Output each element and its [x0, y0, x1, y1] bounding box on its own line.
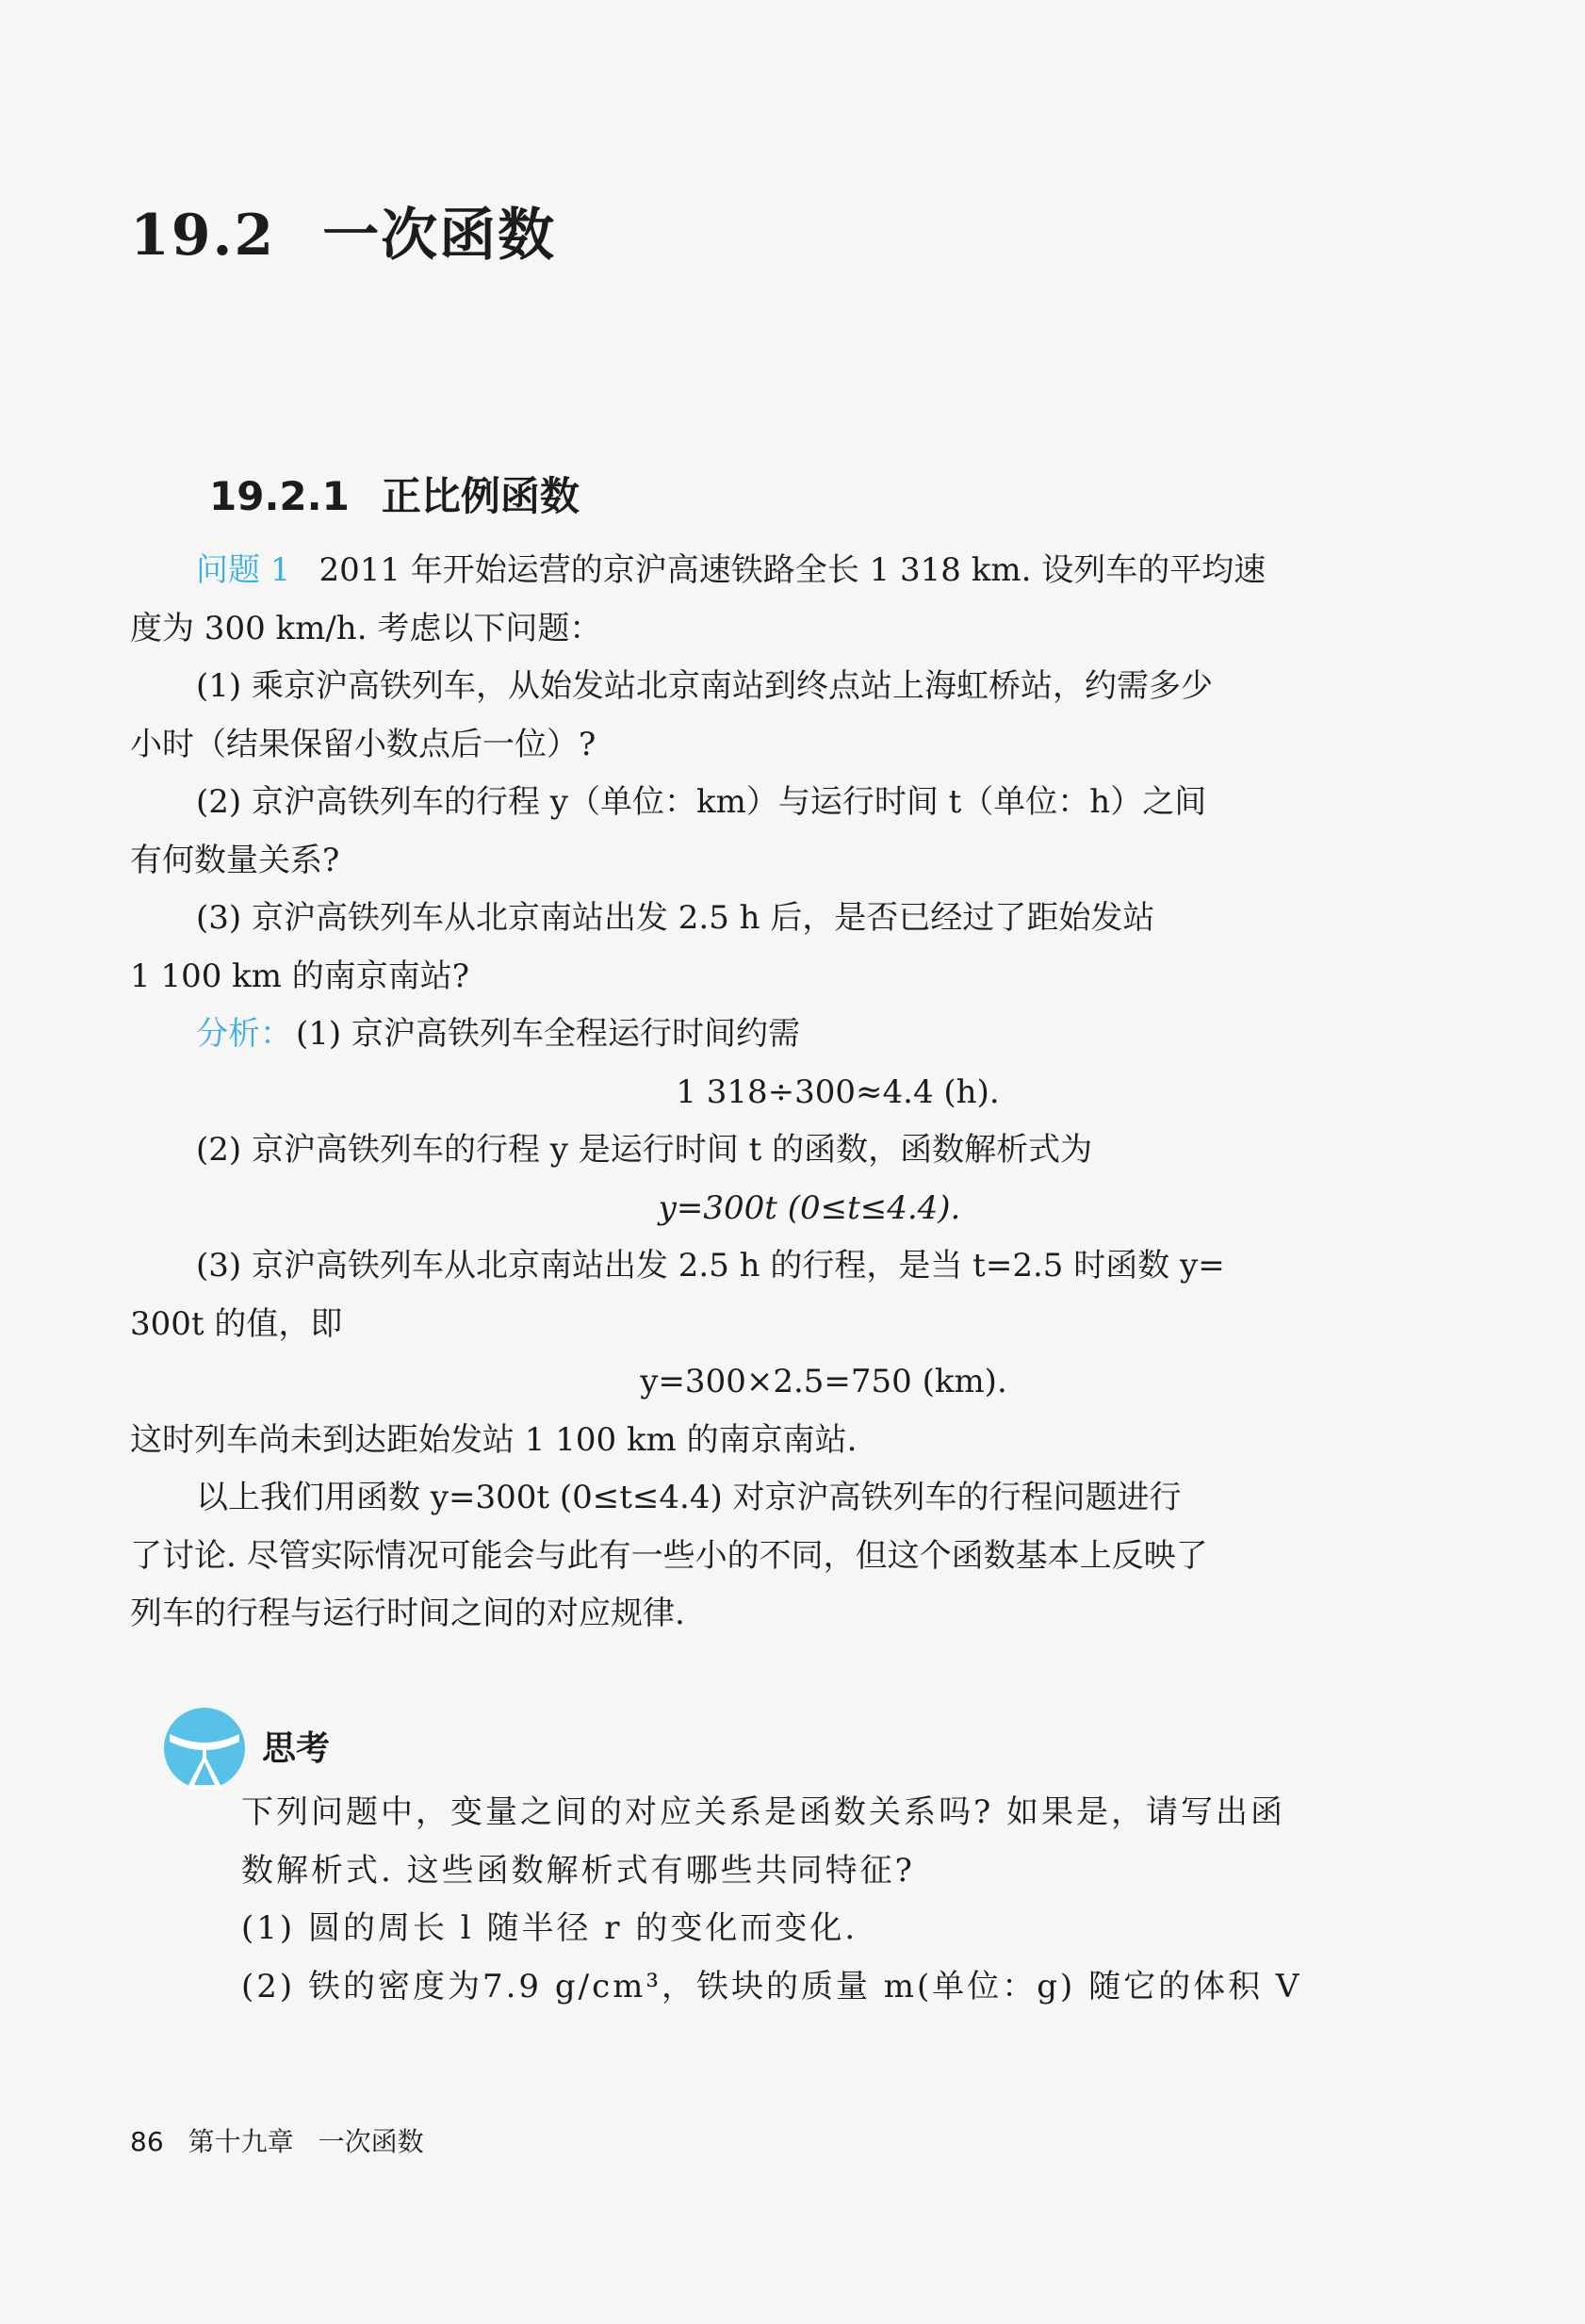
summary-line-1: 以上我们用函数 y=300t (0≤t≤4.4) 对京沪高铁列车的行程问题进行: [196, 1479, 1182, 1516]
section-number: 19.2: [130, 203, 276, 269]
conclusion-text: 这时列车尚未到达距始发站 1 100 km 的南京南站.: [130, 1420, 858, 1459]
problem-block: [130, 542, 1404, 1644]
analysis-line-2: (2) 京沪高铁列车的行程 y 是运行时间 t 的函数，函数解析式为: [196, 1131, 1093, 1169]
question-2-line-1: (2) 京沪高铁列车的行程 y（单位：km）与运行时间 t（单位：h）之间: [196, 783, 1207, 821]
problem-intro-line-1: 问题 1 2011 年开始运营的京沪高速铁路全长 1 318 km. 设列车的平均速: [196, 551, 1266, 589]
analysis-line-1: 分析： (1) 京沪高铁列车全程运行时间约需: [196, 1015, 800, 1053]
question-3-line-1: (3) 京沪高铁列车从北京南站出发 2.5 h 后，是否已经过了距始发站: [196, 899, 1155, 937]
think-icon: [162, 1706, 247, 1791]
section-title-text: 一次函数: [322, 203, 557, 269]
think-item-2: (2) 铁的密度为7.9 g/cm³，铁块的质量 m(单位：g) 随它的体积 V: [241, 1967, 1302, 2005]
formula-distance: y=300×2.5=750 (km).: [640, 1363, 1007, 1400]
chapter-title: 一次函数: [318, 2126, 424, 2157]
question-1-line-2: 小时（结果保留小数点后一位）?: [130, 725, 596, 763]
problem-label: 问题 1: [196, 551, 291, 589]
question-1-line-1: (1) 乘京沪高铁列车，从始发站北京南站到终点站上海虹桥站，约需多少: [196, 667, 1213, 705]
think-item-1: (1) 圆的周长 l 随半径 r 的变化而变化.: [241, 1909, 858, 1947]
subsection-number: 19.2.1: [209, 473, 350, 519]
think-intro-line-2: 数解析式. 这些函数解析式有哪些共同特征?: [241, 1851, 915, 1890]
analysis-label: 分析：: [196, 1015, 292, 1053]
summary-line-3: 列车的行程与运行时间之间的对应规律.: [130, 1595, 685, 1632]
think-intro-line-1: 下列问题中，变量之间的对应关系是函数关系吗? 如果是，请写出函: [241, 1793, 1286, 1831]
formula-time: 1 318÷300≈4.4 (h).: [676, 1072, 1000, 1111]
think-block: [168, 1784, 1393, 2016]
section-title: [130, 198, 556, 273]
problem-intro-line-2: 度为 300 km/h. 考虑以下问题：: [130, 609, 602, 647]
summary-line-2: 了讨论. 尽管实际情况可能会与此有一些小的不同，但这个函数基本上反映了: [130, 1536, 1208, 1575]
formula-function: y=300t (0≤t≤4.4).: [658, 1188, 961, 1227]
page-footer: [130, 2123, 424, 2161]
subsection-title: [209, 466, 580, 527]
subsection-title-text: 正比例函数: [381, 473, 580, 519]
think-title: 思考: [262, 1729, 331, 1768]
analysis-line-3b: 300t 的值，即: [130, 1304, 343, 1343]
page-number: 86: [130, 2126, 164, 2157]
chapter-label: 第十九章: [188, 2126, 294, 2157]
analysis-line-3: (3) 京沪高铁列车从北京南站出发 2.5 h 的行程，是当 t=2.5 时函数 y=: [196, 1247, 1225, 1285]
question-2-line-2: 有何数量关系?: [130, 841, 340, 879]
question-3-line-2: 1 100 km 的南京南站?: [130, 957, 470, 995]
